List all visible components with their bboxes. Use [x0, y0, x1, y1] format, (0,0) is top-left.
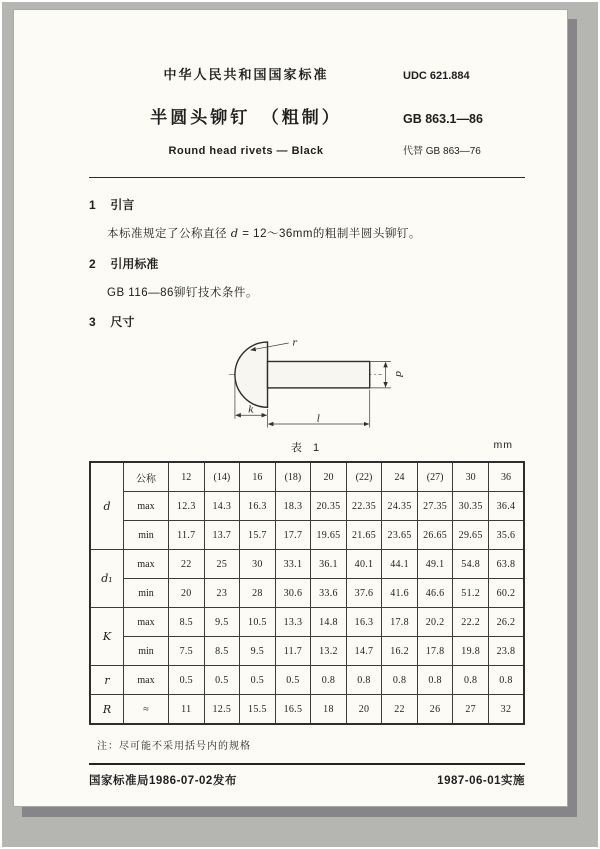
- table-cell: 18.3: [275, 492, 311, 521]
- table-cell: 11: [169, 695, 205, 725]
- table-cell: 10.5: [240, 608, 276, 637]
- section-1-text-pre: 本标准规定了公称直径: [107, 228, 231, 240]
- table-cell: 26: [417, 695, 453, 725]
- table-param-label: K: [90, 608, 124, 666]
- table-cell: 26.65: [417, 521, 453, 550]
- rivet-drawing-svg: [227, 334, 412, 433]
- footer: [89, 763, 525, 788]
- table-cell: 28: [240, 579, 276, 608]
- table-cell: 23: [204, 579, 240, 608]
- table-cell: 24.35: [382, 492, 418, 521]
- table-unit: mm: [493, 439, 513, 451]
- table-cell: 0.5: [204, 666, 240, 695]
- table-cell: 9.5: [240, 637, 276, 666]
- table-cell: 22.35: [346, 492, 382, 521]
- header-row-3: [89, 142, 525, 157]
- table-row: [90, 521, 524, 550]
- section-1-body: [89, 225, 525, 241]
- table-row-label: max: [124, 666, 169, 695]
- header-row-2: [89, 103, 525, 128]
- section-3-number: 3: [89, 315, 96, 329]
- table-cell: 54.8: [453, 550, 489, 579]
- table-cell: 14.8: [311, 608, 347, 637]
- table-cell: 26.2: [488, 608, 524, 637]
- table-cell: 0.5: [169, 666, 205, 695]
- table-cell: 63.8: [488, 550, 524, 579]
- rivet-drawing: [227, 334, 412, 433]
- diameter-symbol: d: [230, 226, 239, 240]
- table-row-label: min: [124, 521, 169, 550]
- scan-background: [2, 2, 598, 847]
- udc-number: UDC 621.884: [403, 70, 470, 82]
- table-row-label: max: [124, 492, 169, 521]
- table-cell: 19.65: [311, 521, 347, 550]
- table-col-header: 30: [453, 462, 489, 492]
- table-caption: 表 1: [290, 442, 324, 454]
- table-cell: 0.8: [417, 666, 453, 695]
- table-cell: 0.8: [453, 666, 489, 695]
- table-cell: 46.6: [417, 579, 453, 608]
- table-cell: 19.8: [453, 637, 489, 666]
- dim-label-r: r: [292, 337, 297, 349]
- table-cell: 0.8: [311, 666, 347, 695]
- table-row: [90, 579, 524, 608]
- section-2-heading: [89, 255, 525, 272]
- table-cell: 40.1: [346, 550, 382, 579]
- table-cell: 11.7: [275, 637, 311, 666]
- table-cell: 60.2: [488, 579, 524, 608]
- standard-org: 中华人民共和国国家标准: [163, 67, 329, 82]
- table-cell: 14.7: [346, 637, 382, 666]
- table-cell: 36.1: [311, 550, 347, 579]
- standard-code: GB 863.1—86: [403, 112, 483, 126]
- table-cell: 29.65: [453, 521, 489, 550]
- table-cell: 41.6: [382, 579, 418, 608]
- table-cell: 15.7: [240, 521, 276, 550]
- table-cell: 7.5: [169, 637, 205, 666]
- table-cell: 16.2: [382, 637, 418, 666]
- table-cell: 44.1: [382, 550, 418, 579]
- table-col-header: 20: [311, 462, 347, 492]
- table-cell: 17.7: [275, 521, 311, 550]
- table-cell: 51.2: [453, 579, 489, 608]
- section-1-title: 引言: [110, 198, 135, 212]
- table-header-row: [90, 462, 524, 492]
- table-cell: 17.8: [382, 608, 418, 637]
- table-cell: 32: [488, 695, 524, 725]
- table-cell: 8.5: [169, 608, 205, 637]
- table-cell: 0.8: [346, 666, 382, 695]
- table-row-label: max: [124, 550, 169, 579]
- table-cell: 15.5: [240, 695, 276, 725]
- table-cell: 11.7: [169, 521, 205, 550]
- table-col-header: (18): [275, 462, 311, 492]
- section-2-title: 引用标准: [110, 257, 159, 271]
- table-row: [90, 492, 524, 521]
- table-cell: 23.8: [488, 637, 524, 666]
- footer-issued: 国家标准局1986-07-02发布: [89, 775, 237, 787]
- table-cell: 9.5: [204, 608, 240, 637]
- table-cell: 35.6: [488, 521, 524, 550]
- table-row: [90, 637, 524, 666]
- table-cell: 30.35: [453, 492, 489, 521]
- dim-label-d: d: [393, 371, 405, 378]
- table-param-label: r: [90, 666, 124, 695]
- table-cell: 22: [382, 695, 418, 725]
- dim-label-k: k: [248, 404, 255, 416]
- spec-table: [89, 461, 525, 725]
- table-row-label: ≈: [124, 695, 169, 725]
- table-col-header: 16: [240, 462, 276, 492]
- table-cell: 20: [169, 579, 205, 608]
- section-1-heading: [89, 196, 525, 213]
- table-caption-row: [89, 439, 525, 455]
- section-1-number: 1: [89, 198, 96, 212]
- table-cell: 17.8: [417, 637, 453, 666]
- dim-label-l: l: [316, 413, 320, 425]
- table-cell: 8.5: [204, 637, 240, 666]
- table-row-label: min: [124, 579, 169, 608]
- table-cell: 13.7: [204, 521, 240, 550]
- table-col-header: 12: [169, 462, 205, 492]
- rivet-shank: [268, 361, 370, 387]
- table-row: [90, 666, 524, 695]
- header-row-1: [89, 64, 525, 83]
- document-title: 半圆头铆钉 （粗制）: [150, 108, 342, 127]
- spec-table-body: [90, 462, 524, 724]
- header-divider: [89, 177, 525, 178]
- table-col-header: 36: [488, 462, 524, 492]
- table-cell: 33.1: [275, 550, 311, 579]
- table-param-label: R: [90, 695, 124, 725]
- table-cell: 30: [240, 550, 276, 579]
- table-row-label: max: [124, 608, 169, 637]
- table-row: [90, 608, 524, 637]
- table-cell: 14.3: [204, 492, 240, 521]
- table-cell: 33.6: [311, 579, 347, 608]
- section-3-title: 尺寸: [110, 315, 135, 329]
- table-cell: 18: [311, 695, 347, 725]
- replaces-note: 代替 GB 863—76: [403, 146, 481, 157]
- table-cell: 36.4: [488, 492, 524, 521]
- document-title-english: Round head rivets — Black: [168, 145, 324, 157]
- table-cell: 25: [204, 550, 240, 579]
- table-cell: 0.8: [488, 666, 524, 695]
- table-cell: 0.5: [240, 666, 276, 695]
- table-cell: 0.8: [382, 666, 418, 695]
- table-cell: 37.6: [346, 579, 382, 608]
- table-row: [90, 695, 524, 725]
- table-cell: 13.3: [275, 608, 311, 637]
- table-cell: 16.5: [275, 695, 311, 725]
- footer-effective: 1987-06-01实施: [437, 775, 525, 787]
- table-cell: 13.2: [311, 637, 347, 666]
- table-nominal-label: 公称: [124, 462, 169, 492]
- table-cell: 20.35: [311, 492, 347, 521]
- table-col-header: (27): [417, 462, 453, 492]
- table-col-header: (14): [204, 462, 240, 492]
- table-cell: 23.65: [382, 521, 418, 550]
- table-cell: 21.65: [346, 521, 382, 550]
- table-param-label: d: [90, 462, 124, 550]
- table-cell: 30.6: [275, 579, 311, 608]
- table-param-label: d₁: [90, 550, 124, 608]
- table-cell: 16.3: [240, 492, 276, 521]
- table-row: [90, 550, 524, 579]
- table-cell: 16.3: [346, 608, 382, 637]
- section-1-text-post: = 12～36mm的粗制半圆头铆钉。: [238, 228, 421, 240]
- section-2-number: 2: [89, 257, 96, 271]
- table-cell: 12.3: [169, 492, 205, 521]
- table-col-header: 24: [382, 462, 418, 492]
- table-note: 注：尽可能不采用括号内的规格: [97, 741, 251, 752]
- table-cell: 27: [453, 695, 489, 725]
- table-cell: 20: [346, 695, 382, 725]
- table-cell: 27.35: [417, 492, 453, 521]
- table-cell: 49.1: [417, 550, 453, 579]
- section-2-body: GB 116—86铆钉技术条件。: [107, 287, 258, 299]
- table-cell: 12.5: [204, 695, 240, 725]
- table-cell: 0.5: [275, 666, 311, 695]
- table-cell: 20.2: [417, 608, 453, 637]
- rivet-head: [235, 342, 268, 407]
- table-cell: 22.2: [453, 608, 489, 637]
- section-3-heading: [89, 313, 525, 330]
- table-cell: 22: [169, 550, 205, 579]
- table-row-label: min: [124, 637, 169, 666]
- table-col-header: (22): [346, 462, 382, 492]
- document-page: [13, 9, 568, 807]
